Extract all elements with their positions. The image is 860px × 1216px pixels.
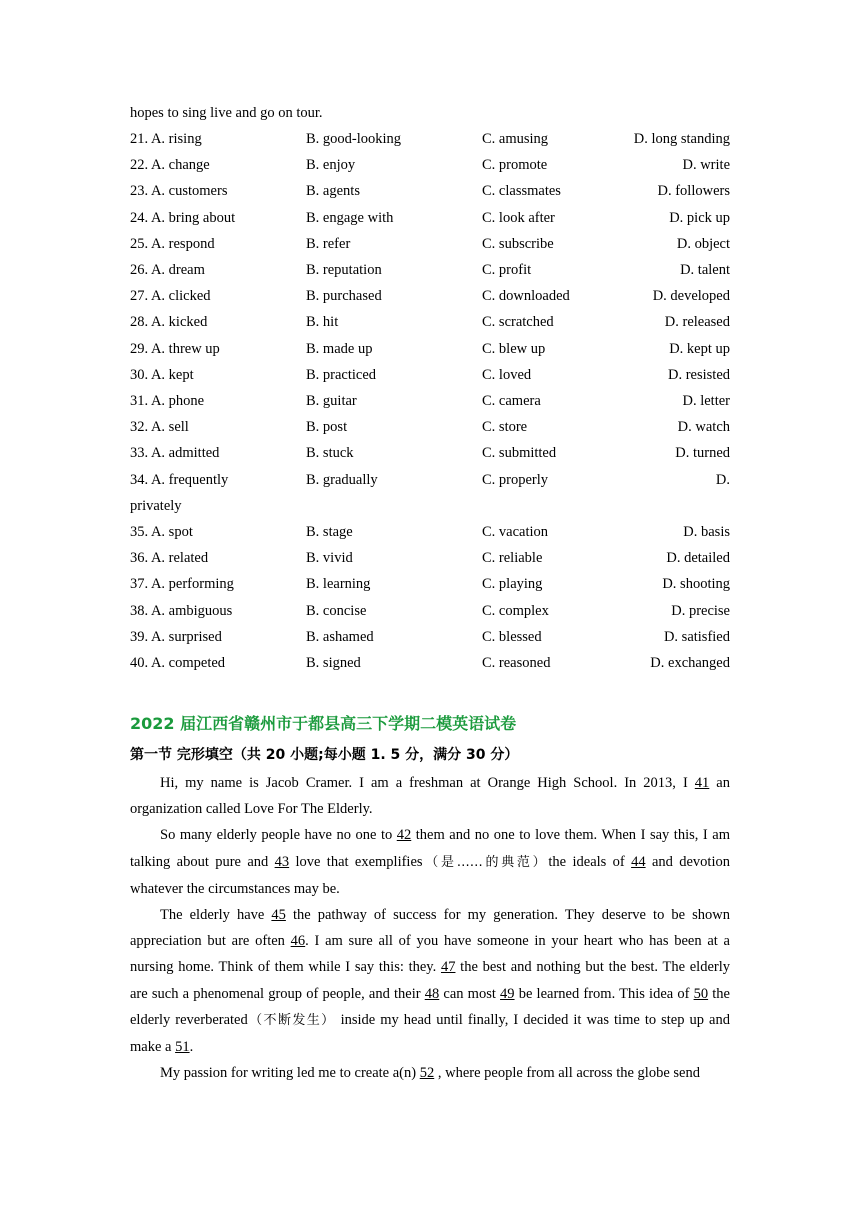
option-c: C. promote [482, 157, 548, 174]
option-row [130, 156, 730, 174]
option-d: D. long standing [633, 131, 730, 147]
option-row [130, 602, 730, 620]
chinese-gloss: （不断发生） [247, 1012, 336, 1028]
option-row [130, 340, 730, 358]
option-row [130, 209, 730, 227]
option-a: privately [130, 497, 182, 514]
option-d: D. exchanged [650, 655, 730, 671]
option-c: C. look after [482, 209, 555, 226]
option-d: D. talent [680, 262, 730, 278]
option-c: C. profit [482, 262, 532, 278]
intro-line: hopes to sing live and go on tour. [130, 105, 323, 121]
option-b: B. refer [306, 235, 351, 252]
text: My passion for writing led me to create a(n) [160, 1065, 420, 1082]
text: can most [439, 985, 501, 1002]
option-c: C. blew up [482, 340, 546, 357]
text: the best and nothing but the best. The elderly are such a phenomenal group of people, and their [130, 959, 731, 1002]
option-c: C. reliable [482, 550, 543, 567]
option-row [130, 392, 730, 410]
option-c: C. properly [482, 471, 549, 488]
option-row [130, 235, 730, 253]
blank-52: 52 [419, 1065, 435, 1082]
option-a: 30. A. kept [130, 366, 194, 383]
passage [130, 770, 730, 1086]
text: the pathway of success for my generation. They deserve to be shown appreciation but are often [130, 907, 731, 950]
text: them and no one to love them. When I say this, I am talking about pure and [130, 827, 730, 870]
text: inside my head until finally, I decided it was time to step up and make a [130, 1011, 730, 1056]
option-b: B. stuck [306, 445, 354, 462]
option-b: B. gradually [306, 471, 378, 488]
section-title: 2022 届江西省赣州市于都县高三下学期二模英语试卷 [130, 714, 517, 733]
option-d: D. pick up [669, 209, 730, 226]
option-c: C. downloaded [482, 288, 570, 305]
option-a: 24. A. bring about [130, 209, 236, 226]
option-a: 23. A. customers [130, 183, 228, 200]
section-subtitle: 第一节 完形填空（共 20 小题;每小题 1. 5 分，满分 30 分） [130, 747, 519, 763]
text: be learned from. This idea of [514, 985, 694, 1002]
paragraph-3 [130, 902, 730, 1060]
blank-43: 43 [274, 853, 290, 870]
option-b: B. purchased [306, 288, 382, 305]
option-row [130, 313, 730, 331]
option-d: D. letter [682, 393, 730, 409]
option-c: C. loved [482, 366, 532, 383]
blank-49: 49 [500, 985, 515, 1002]
option-a: 37. A. performing [130, 576, 234, 593]
option-a: 34. A. frequently [130, 471, 229, 488]
text: Hi, my name is Jacob Cramer. I am a freshman at Orange High School. In 2013, I [160, 775, 695, 791]
option-b: B. concise [306, 602, 367, 619]
option-a: 28. A. kicked [130, 314, 208, 331]
option-a: 26. A. dream [130, 262, 205, 278]
option-d: D. watch [677, 419, 730, 436]
text: , where people from all across the globe send [434, 1065, 700, 1082]
blank-46: 46 [290, 933, 306, 950]
paragraph-2 [130, 822, 730, 902]
option-c: C. vacation [482, 524, 549, 540]
option-c: C. scratched [482, 314, 554, 331]
option-d: D. followers [657, 183, 730, 200]
blank-45: 45 [271, 907, 286, 924]
option-a: 36. A. related [130, 550, 209, 567]
option-a: 40. A. competed [130, 655, 226, 671]
option-a: 22. A. change [130, 157, 210, 174]
option-b: B. engage with [306, 209, 394, 226]
blank-42: 42 [396, 827, 412, 844]
option-c: C. submitted [482, 445, 557, 462]
option-c: C. amusing [482, 131, 549, 147]
option-d: D. resisted [667, 366, 730, 383]
option-a: 25. A. respond [130, 235, 215, 252]
option-c: C. subscribe [482, 235, 554, 252]
option-a: 31. A. phone [130, 393, 205, 409]
option-c: C. complex [482, 602, 549, 619]
option-b: B. ashamed [306, 628, 374, 645]
text: and devotion whatever the circumstances may be. [130, 853, 730, 897]
option-row [130, 471, 730, 489]
option-a: 21. A. rising [130, 131, 202, 147]
blank-51: 51 [175, 1039, 190, 1056]
paragraph-4 [130, 1060, 730, 1086]
option-row [130, 130, 730, 148]
option-d: D. basis [683, 524, 730, 540]
paragraph-1 [130, 770, 730, 822]
option-b: B. stage [306, 524, 353, 540]
option-d: D. object [676, 235, 730, 252]
text: . [189, 1039, 194, 1056]
option-d: D. write [682, 157, 730, 174]
option-d: D. released [664, 314, 730, 331]
text: The elderly have [160, 907, 272, 924]
option-b: B. reputation [306, 262, 382, 278]
option-c: C. reasoned [482, 655, 551, 671]
option-c: C. playing [482, 576, 543, 593]
option-b: B. learning [306, 576, 371, 593]
text: love that exemplifies [289, 853, 423, 870]
option-b: B. hit [306, 314, 339, 331]
blank-50: 50 [693, 985, 709, 1002]
option-row [130, 261, 730, 279]
option-row [130, 366, 730, 384]
option-c: C. blessed [482, 628, 542, 645]
option-d: D. developed [652, 288, 730, 305]
option-d: D. shooting [662, 576, 730, 593]
option-a: 38. A. ambiguous [130, 602, 233, 619]
option-row [130, 287, 730, 305]
blank-48: 48 [424, 985, 440, 1002]
option-d: D. detailed [666, 550, 730, 567]
option-row [130, 182, 730, 200]
option-row [130, 418, 730, 436]
text: an organization called Love For The Elderly. [130, 775, 730, 818]
option-c: C. camera [482, 393, 541, 409]
option-b: B. practiced [306, 366, 377, 383]
option-d: D. precise [671, 602, 730, 619]
option-row [130, 444, 730, 462]
option-b: B. agents [306, 183, 360, 200]
option-row [130, 575, 730, 593]
option-a: 29. A. threw up [130, 340, 220, 357]
text: . I am sure all of you have someone in your heart who has been at a nursing home. Think of them while I say this: they. [130, 933, 730, 976]
option-d: D. turned [675, 445, 730, 462]
option-d: D. kept up [669, 340, 730, 357]
option-b: B. guitar [306, 393, 357, 409]
text: So many elderly people have no one to [160, 827, 397, 844]
option-row [130, 523, 730, 541]
blank-44: 44 [631, 853, 646, 870]
blank-47: 47 [440, 959, 456, 976]
option-b: B. good-looking [306, 131, 402, 147]
option-d: D. satisfied [663, 628, 730, 645]
option-row [130, 628, 730, 646]
option-c: C. classmates [482, 183, 561, 200]
option-a: 33. A. admitted [130, 445, 220, 462]
option-a: 39. A. surprised [130, 628, 222, 645]
chinese-gloss: （是……的典范） [422, 854, 549, 870]
option-b: B. vivid [306, 550, 353, 567]
option-row [130, 549, 730, 567]
option-b: B. enjoy [306, 157, 356, 174]
option-a: 32. A. sell [130, 419, 189, 436]
option-a: 27. A. clicked [130, 288, 211, 305]
option-c: C. store [482, 419, 528, 436]
option-row [130, 497, 730, 515]
option-b: B. signed [306, 655, 361, 671]
option-row [130, 654, 730, 672]
text: the ideals of [548, 853, 632, 870]
blank-41: 41 [694, 775, 710, 791]
option-b: B. post [306, 419, 348, 436]
text: the elderly reverberated [130, 985, 730, 1028]
option-a: 35. A. spot [130, 524, 193, 540]
option-d: D. [715, 471, 730, 488]
option-b: B. made up [306, 340, 373, 357]
